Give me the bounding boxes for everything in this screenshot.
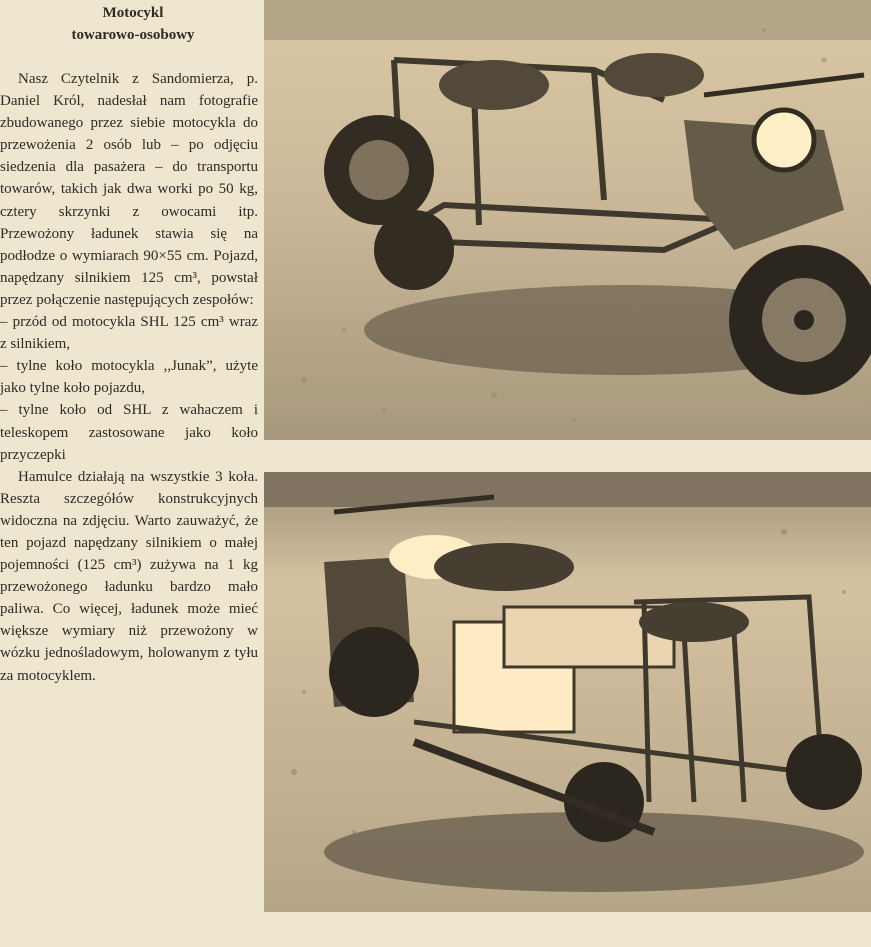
article-paragraph: – tylne koło motocykla ,,Junak”, użyte jako tylne koło pojazdu, (0, 358, 258, 397)
article-body (0, 68, 262, 687)
photo-bottom (264, 472, 871, 912)
motorcycle-cargo-photo-icon (264, 472, 871, 912)
article-paragraph: Nasz Czytelnik z Sandomierza, p. Daniel Król, nadesłał nam fotografie zbudowanego przez siebie motocykla do przewożenia 2 osób lub – po odjęciu siedzenia dla pasażera – do transportu towarów, takich jak dwa worki po 50 kg, cztery skrzynki z owocami itp. Przewożony ładunek stawia się na podłodze o wymiarach 90×55 cm. Pojazd, napędzany silnikiem 125 cm³, powstał przez połączenie następujących zespołów: (0, 71, 258, 308)
motorcycle-sidecar-photo-icon (264, 0, 871, 440)
article-column (0, 0, 262, 947)
article-paragraph: – tylne koło od SHL z wahaczem i teleskopem zastosowane jako koło przyczepki (0, 402, 258, 463)
article-paragraph: – przód od motocykla SHL 125 cm³ wraz z silnikiem, (0, 314, 258, 353)
article-paragraph: Hamulce działają na wszystkie 3 koła. Reszta szczegółów konstrukcyjnych widoczna na zdjęciu. Warto zauważyć, że ten pojazd napędzany silnikiem o małej pojemności (125 cm³) zużywa na 1 kg przewożonego ładunku bardzo mało paliwa. Co więcej, ładunek może mieć większe wymiary niż przewożony w wózku jednośladowym, holowanym z tyłu za motocyklem. (0, 468, 258, 684)
article-title-line-1: Motocykl (102, 5, 164, 21)
article-title (8, 2, 258, 46)
photo-top (264, 0, 871, 440)
article-title-line-2: towarowo-osobowy (71, 27, 195, 43)
